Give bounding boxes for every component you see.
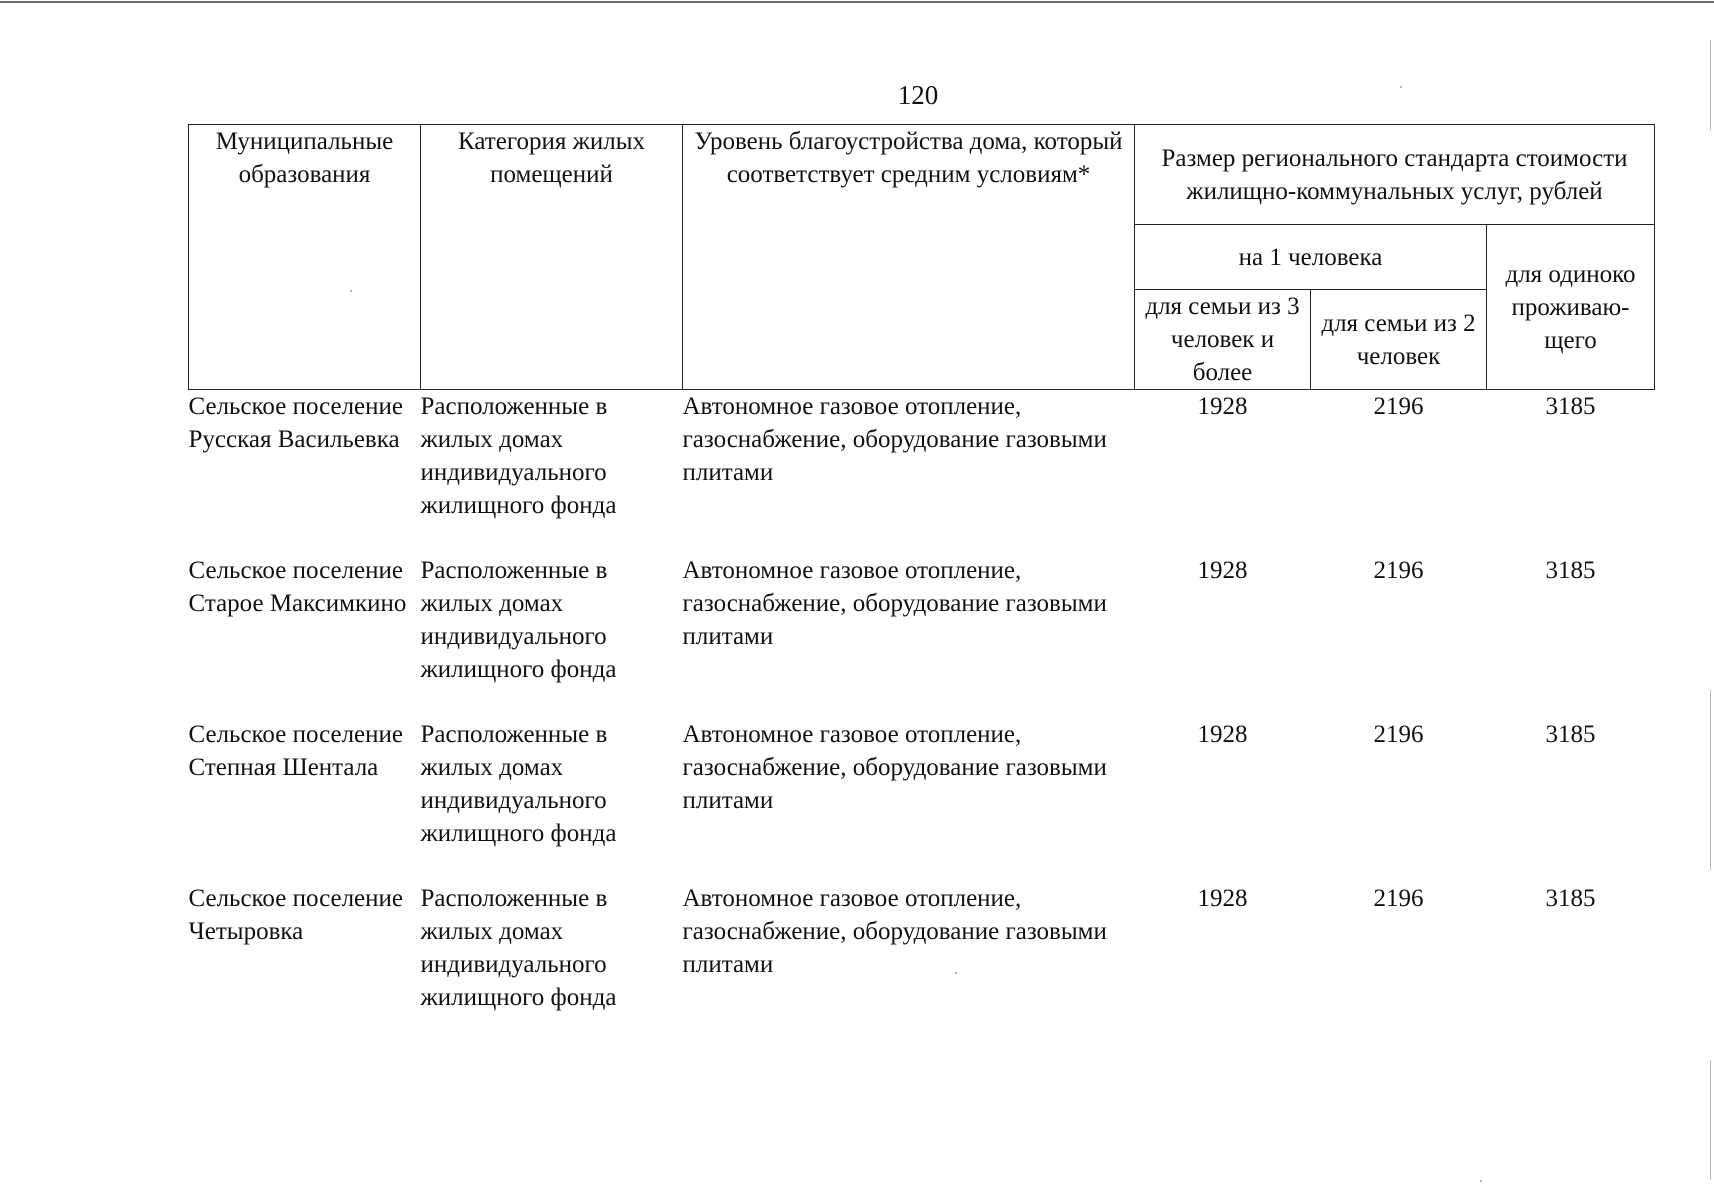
header-municipal: Муниципальные образования xyxy=(189,125,421,390)
scan-speck xyxy=(1480,1180,1482,1182)
cell-category: Расположенные в жилых домах индивидуального жилищного фонда xyxy=(420,393,617,519)
cell-municipal: Сельское поселение Русская Васильевка xyxy=(188,393,404,453)
table-row xyxy=(189,882,1655,1046)
cell-single: 3185 xyxy=(1545,885,1596,912)
scan-edge xyxy=(1710,40,1711,130)
cell-municipal: Сельское поселение Степная Шентала xyxy=(188,721,404,781)
cell-category: Расположенные в жилых домах индивидуального жилищного фонда xyxy=(420,721,617,847)
header-single: для одиноко проживаю-щего xyxy=(1487,225,1655,390)
header-family-2: для семьи из 2 человек xyxy=(1311,290,1487,390)
cell-improvement: Автономное газовое отопление, газоснабжение, оборудование газовыми плитами xyxy=(682,721,1107,814)
housing-standard-table xyxy=(188,124,1655,1046)
table-row xyxy=(189,390,1655,555)
scan-edge xyxy=(1710,690,1711,870)
cell-category: Расположенные в жилых домах индивидуального жилищного фонда xyxy=(420,885,617,1011)
header-standard-size: Размер регионального стандарта стоимости жилищно-коммунальных услуг, рублей xyxy=(1135,125,1655,225)
cell-family-2: 2196 xyxy=(1373,885,1424,912)
cell-improvement: Автономное газовое отопление, газоснабжение, оборудование газовыми плитами xyxy=(682,885,1107,978)
scan-top-rule xyxy=(0,1,1714,3)
scan-speck xyxy=(1400,86,1402,88)
cell-single: 3185 xyxy=(1545,393,1596,420)
page-number: 120 xyxy=(897,80,939,110)
cell-family-2: 2196 xyxy=(1373,393,1424,420)
cell-family-3: 1928 xyxy=(1197,557,1248,584)
cell-family-3: 1928 xyxy=(1197,721,1248,748)
header-improvement: Уровень благоустройства дома, который соответствует средним условиям* xyxy=(683,125,1135,390)
header-family-3: для семьи из 3 человек и более xyxy=(1135,290,1311,390)
table-row xyxy=(189,554,1655,718)
header-category: Категория жилых помещений xyxy=(421,125,683,390)
cell-family-2: 2196 xyxy=(1373,557,1424,584)
cell-category: Расположенные в жилых домах индивидуального жилищного фонда xyxy=(420,557,617,683)
header-row-top xyxy=(189,125,1655,225)
cell-single: 3185 xyxy=(1545,557,1596,584)
cell-municipal: Сельское поселение Старое Максимкино xyxy=(188,557,407,617)
header-per-person: на 1 человека xyxy=(1135,225,1487,290)
cell-improvement: Автономное газовое отопление, газоснабжение, оборудование газовыми плитами xyxy=(682,393,1107,486)
cell-municipal: Сельское поселение Четыровка xyxy=(188,885,404,945)
scan-edge xyxy=(1710,1060,1711,1180)
cell-family-3: 1928 xyxy=(1197,885,1248,912)
cell-family-2: 2196 xyxy=(1373,721,1424,748)
cell-improvement: Автономное газовое отопление, газоснабжение, оборудование газовыми плитами xyxy=(682,557,1107,650)
cell-single: 3185 xyxy=(1545,721,1596,748)
cell-family-3: 1928 xyxy=(1197,393,1248,420)
table-row xyxy=(189,718,1655,882)
